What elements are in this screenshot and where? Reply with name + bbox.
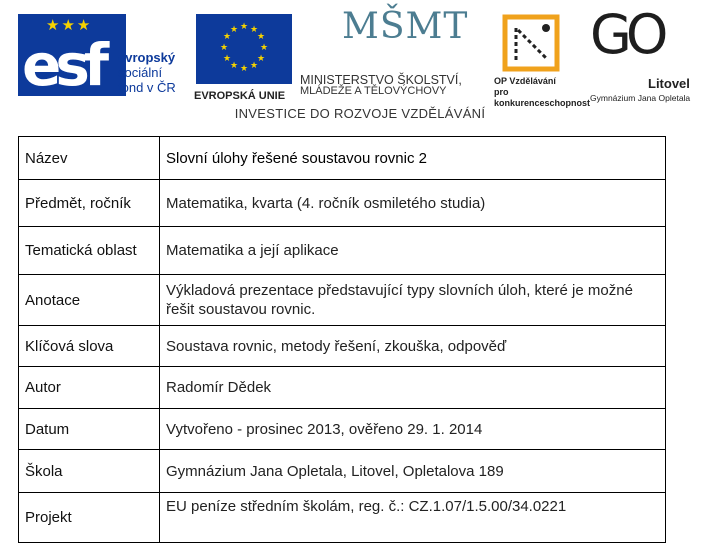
logo-bar: [0, 0, 720, 128]
row-label: Název: [19, 137, 160, 180]
svg-text:★: ★: [249, 60, 259, 70]
row-value: EU peníze středním školám, reg. č.: CZ.1.07/1.5.00/34.0221: [160, 493, 666, 543]
row-label: Autor: [19, 367, 160, 409]
esf-caption: [118, 50, 176, 95]
go-logo: [590, 3, 700, 106]
row-label: Předmět, ročník: [19, 180, 160, 227]
svg-text:★: ★: [239, 63, 249, 73]
table-row: [19, 137, 666, 180]
row-label: Projekt: [19, 493, 160, 543]
go-letters: GO: [590, 3, 663, 66]
row-value: Slovní úlohy řešené soustavou rovnic 2: [160, 137, 666, 180]
row-value: Matematika a její aplikace: [160, 227, 666, 275]
esf-caption-line3: fond v ČR: [118, 80, 176, 95]
table-row: [19, 493, 666, 543]
metadata-table: [18, 136, 666, 543]
table-row: [19, 275, 666, 326]
msmt-caption: [300, 75, 470, 97]
esf-caption-line2: sociální: [118, 65, 163, 80]
row-value: Vytvořeno - prosinec 2013, ověřeno 29. 1. 2014: [160, 409, 666, 450]
opvk-caption: [494, 76, 594, 109]
table-row: [19, 409, 666, 450]
table-row: [19, 450, 666, 493]
row-label: Klíčová slova: [19, 326, 160, 367]
svg-text:★: ★: [256, 31, 266, 41]
svg-text:★: ★: [229, 60, 239, 70]
opvk-logo: [494, 14, 591, 108]
opvk-caption-line1: OP Vzdělávání: [494, 76, 556, 86]
row-label: Anotace: [19, 275, 160, 326]
go-city: Litovel: [648, 76, 690, 91]
table-row: [19, 227, 666, 275]
eu-caption: EVROPSKÁ UNIE: [194, 90, 286, 102]
table-row: [19, 180, 666, 227]
row-label: Datum: [19, 409, 160, 450]
svg-text:★: ★: [256, 53, 266, 63]
esf-letters: esf: [22, 31, 104, 99]
table-row: [19, 367, 666, 409]
row-value: Radomír Dědek: [160, 367, 666, 409]
banner-text: INVESTICE DO ROZVOJE VZDĚLÁVÁNÍ: [234, 106, 486, 121]
msmt-caption-line2: MLÁDEŽE A TĚLOVÝCHOVY: [300, 85, 447, 97]
svg-text:★: ★: [239, 21, 249, 31]
row-value: Matematika, kvarta (4. ročník osmiletého studia): [160, 180, 666, 227]
row-value: Gymnázium Jana Opletala, Litovel, Opletalova 189: [160, 450, 666, 493]
svg-text:★: ★: [219, 42, 229, 52]
msmt-mark: MŠMT: [342, 6, 469, 47]
row-label: Škola: [19, 450, 160, 493]
msmt-caption-line1: MINISTERSTVO ŠKOLSTVÍ,: [300, 73, 462, 87]
row-value: Výkladová prezentace představující typy slovních úloh, které je možné řešit soustavou rovnic.: [160, 275, 666, 326]
msmt-logo: [298, 6, 469, 104]
opvk-mark-icon: [502, 14, 560, 72]
go-school: Gymnázium Jana Opletala: [590, 93, 691, 103]
row-value: Soustava rovnic, metody řešení, zkouška, odpověď: [160, 326, 666, 367]
svg-text:★: ★: [249, 24, 259, 34]
row-label: Tematická oblast: [19, 227, 160, 275]
eu-stars-icon: [196, 14, 292, 84]
esf-stars-icon: ★★★: [46, 17, 93, 34]
svg-text:★: ★: [259, 42, 269, 52]
svg-text:★: ★: [222, 53, 232, 63]
opvk-caption-line2: pro konkurenceschopnost: [494, 87, 591, 108]
svg-text:★: ★: [222, 31, 232, 41]
eu-logo: [196, 14, 292, 102]
esf-logo: [18, 14, 196, 99]
esf-caption-line1: evropský: [118, 50, 176, 65]
table-row: [19, 326, 666, 367]
svg-text:★: ★: [229, 24, 239, 34]
